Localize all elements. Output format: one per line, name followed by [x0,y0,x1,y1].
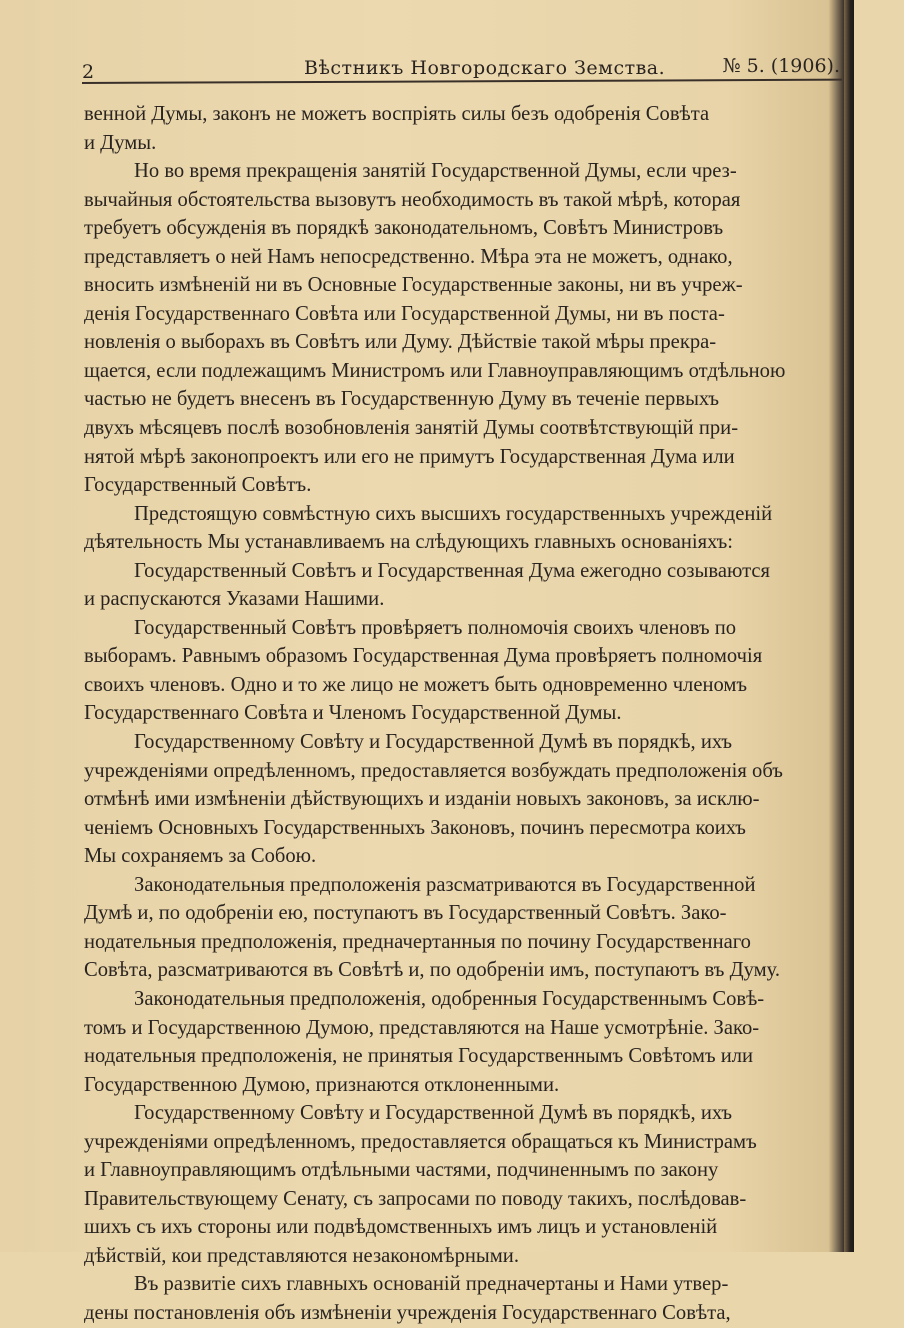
text-line: дены постановленія объ измѣненіи учрежденія Государственнаго Совѣта, [84,1301,731,1324]
text-line: Законодательныя предположенія, одобренныя Государственнымъ Совѣ- [134,987,765,1010]
text-line: Государственный Совѣтъ и Государственная Дума ежегодно созываются [134,559,770,582]
text-line: учрежденіями опредѣленномъ, предоставляется обращаться къ Министрамъ [84,1130,757,1153]
journal-title: Вѣстникъ Новгородскаго Земства. [304,57,666,79]
text-line: Но во время прекращенія занятій Государственной Думы, если чрез- [134,160,737,183]
text-line: и Главноуправляющимъ отдѣльными частями, подчиненнымъ по закону [84,1159,719,1182]
text-line: денія Государственнаго Совѣта или Государственной Думы, ни въ поста- [84,302,725,325]
text-line: Государственною Думою, признаются отклоненными. [84,1073,560,1096]
text-line: вносить измѣненій ни въ Основные Государственные законы, ни въ учреж- [84,274,743,297]
text-line: Правительствующему Сенату, съ запросами по поводу такихъ, послѣдовав- [84,1187,747,1210]
text-line: отмѣнѣ ими измѣненіи дѣйствующихъ и изданіи новыхъ законовъ, за исклю- [84,788,760,811]
text-line: выборамъ. Равнымъ образомъ Государственная Дума провѣряетъ полномочія [84,645,763,668]
text-line: вычайныя обстоятельства вызовутъ необходимость въ такой мѣрѣ, которая [84,188,741,211]
text-line: Въ развитіе сихъ главныхъ основаній предначертаны и Нами утвер- [134,1273,729,1296]
text-line: двухъ мѣсяцевъ послѣ возобновленія занятій Думы соотвѣтствующій при- [84,417,739,440]
text-line: венной Думы, законъ не можетъ воспріять силы безъ одобренія Совѣта [84,103,710,125]
page-edge-shadow [844,0,854,1252]
text-line: шихъ съ ихъ стороны или подвѣдомственныхъ имъ лицъ и установленій [84,1216,718,1239]
text-line: томъ и Государственною Думою, представляются на Наше усмотрѣніе. Зако- [84,1016,760,1039]
text-line: Государственному Совѣту и Государственной Думѣ въ порядкѣ, ихъ [134,1102,733,1125]
text-line: Государственный Совѣтъ. [84,474,312,497]
text-line: учрежденіями опредѣленномъ, предоставляется возбуждать предположенія объ [84,759,783,782]
text-line: нодательныя предположенія, не принятыя Государственнымъ Совѣтомъ или [84,1045,754,1068]
text-line: дѣйствій, кои представляются незакономѣрными. [84,1244,519,1267]
text-line: представляетъ о ней Намъ непосредственно. Мѣра эта не можетъ, однако, [84,245,733,268]
page-number: 2 [82,61,95,83]
text-line: своихъ членовъ. Одно и то же лицо не можетъ быть одновременно членомъ [84,673,748,696]
text-line: Государственнаго Совѣта и Членомъ Государственной Думы. [84,702,622,725]
text-line: дѣятельность Мы устанавливаемъ на слѣдующихъ главныхъ основаніяхъ: [84,531,733,554]
text-line: новленія о выборахъ въ Совѣтъ или Думу. Дѣйствіе такой мѣры прекра- [84,331,717,354]
text-line: Совѣта, разсматриваются въ Совѣтѣ и, по одобреніи имъ, поступаютъ въ Думу. [84,959,781,982]
text-line: Государственному Совѣту и Государственной Думѣ въ порядкѣ, ихъ [134,731,733,754]
text-line: и распускаются Указами Нашими. [84,588,385,611]
text-line: нодательныя предположенія, предначертанныя по почину Государственнаго [84,930,751,953]
text-line: требуетъ обсужденія въ порядкѣ законодательномъ, Совѣтъ Министровъ [84,217,724,240]
text-line: и Думы. [84,131,157,154]
text-line: Мы сохраняемъ за Собою. [84,845,317,868]
text-line: Предстоящую совмѣстную сихъ высшихъ государственныхъ учрежденій [134,502,773,525]
body-text [84,100,904,1328]
text-line: Думѣ и, по одобреніи ею, поступаютъ въ Государственный Совѣтъ. Зако- [84,902,727,925]
text-line: Государственный Совѣтъ провѣряетъ полномочія своихъ членовъ по [134,616,737,639]
text-line: нятой мѣрѣ законопроектъ или его не примутъ Государственная Дума или [84,445,735,468]
text-line: Законодательныя предположенія разсматриваются въ Государственной [134,873,756,896]
text-line: щается, если подлежащимъ Министромъ или Главноуправляющимъ отдѣльною [84,359,786,382]
text-line: частью не будетъ внесенъ въ Государственную Думу въ теченіе первыхъ [84,388,720,411]
issue-number: № 5. (1906). [722,55,840,77]
text-line: ченіемъ Основныхъ Государственныхъ Законовъ, починъ пересмотра коихъ [84,816,746,839]
